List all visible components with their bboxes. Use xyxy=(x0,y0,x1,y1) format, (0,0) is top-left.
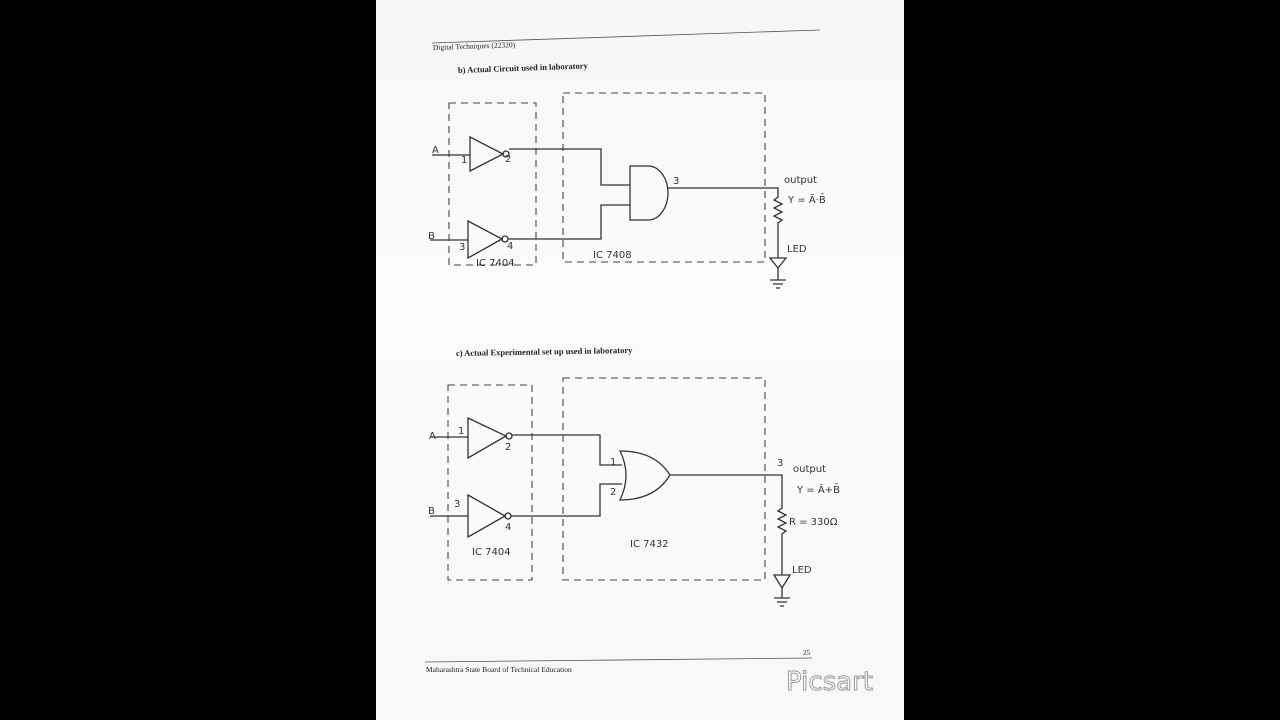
input-a-label: A xyxy=(429,431,436,442)
ic-7408-label: IC 7408 xyxy=(593,250,632,261)
input-b-label: B xyxy=(428,231,435,242)
output-resistor-led xyxy=(668,188,786,288)
footer-rule xyxy=(425,658,812,662)
led-label: LED xyxy=(792,565,812,576)
gate-out-pin: 3 xyxy=(777,458,784,469)
gate-out-pin: 3 xyxy=(673,176,680,187)
ic-7404-box xyxy=(449,103,536,265)
pin-3: 3 xyxy=(459,242,466,253)
pin-1: 1 xyxy=(461,155,468,166)
ic-7404-label: IC 7404 xyxy=(476,258,515,269)
footer-publisher: Maharashtra State Board of Technical Education xyxy=(426,665,572,674)
output-resistor-led xyxy=(670,475,790,606)
wires xyxy=(511,435,622,516)
circuit-b xyxy=(428,93,826,288)
ic-7404-label: IC 7404 xyxy=(472,547,511,558)
pin-1: 1 xyxy=(458,426,465,437)
not-gate-2 xyxy=(430,221,502,258)
not-gate-1 xyxy=(432,137,503,171)
pin-2: 2 xyxy=(505,154,512,165)
pin-4: 4 xyxy=(505,522,512,533)
or-gate xyxy=(620,451,670,500)
resistor-label: R = 330Ω xyxy=(789,517,838,528)
running-title: Digital Techniques (22320) xyxy=(432,40,516,52)
and-gate xyxy=(630,166,668,220)
wires xyxy=(508,149,630,239)
not-gate-1 xyxy=(430,418,506,458)
gate-pin-1: 1 xyxy=(610,457,617,468)
page-number: 25 xyxy=(803,649,810,657)
pin-4: 4 xyxy=(507,241,514,252)
pin-2: 2 xyxy=(505,442,512,453)
pin-3: 3 xyxy=(454,499,461,510)
gate-pin-2: 2 xyxy=(610,487,617,498)
circuit-c xyxy=(428,378,840,606)
section-c-title: c) Actual Experimental set up used in laboratory xyxy=(455,344,633,358)
input-a-label: A xyxy=(432,145,439,156)
output-equation: Y = Ā·B̄ xyxy=(788,195,826,206)
input-b-label: B xyxy=(428,506,435,517)
led-label: LED xyxy=(787,244,807,255)
output-label: output xyxy=(793,464,826,475)
section-b-title: b) Actual Circuit used in laboratory xyxy=(457,60,588,75)
ic-7432-label: IC 7432 xyxy=(630,539,669,550)
not-gate-2 xyxy=(430,495,505,537)
output-label: output xyxy=(784,175,817,186)
output-equation: Y = Ā+B̄ xyxy=(797,485,840,496)
picsart-watermark: Picsart xyxy=(786,667,873,697)
